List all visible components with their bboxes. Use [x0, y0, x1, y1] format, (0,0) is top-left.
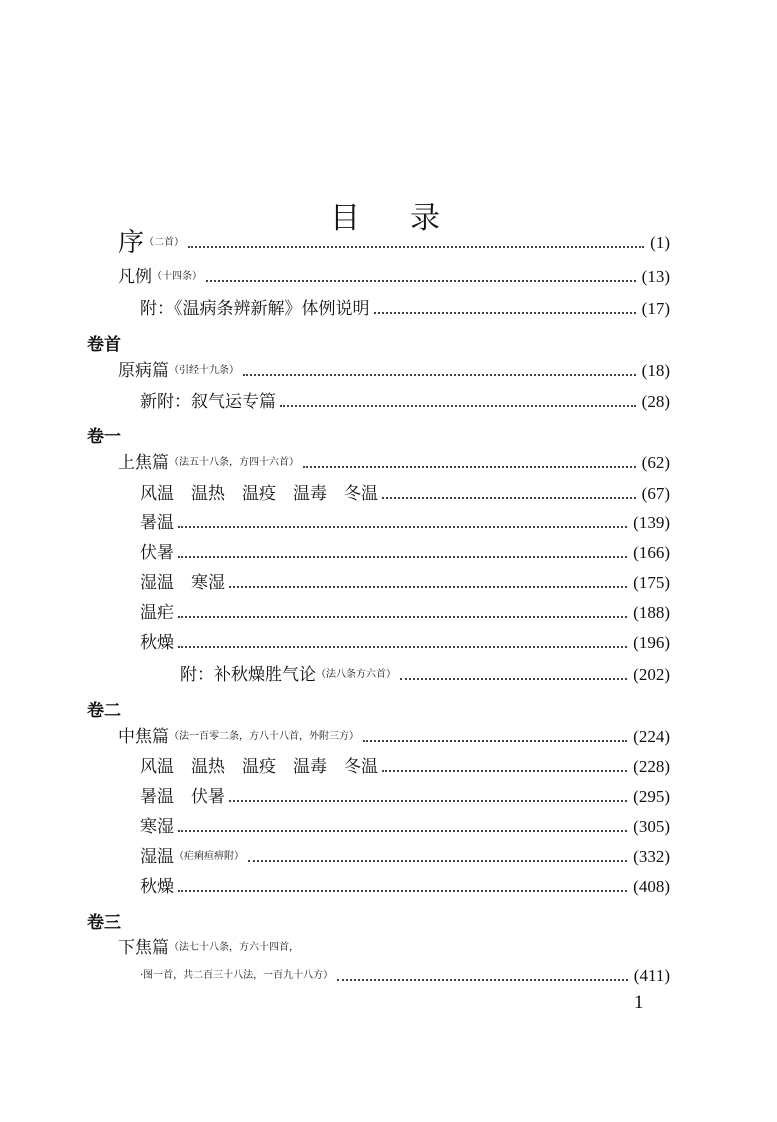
- toc-entry[interactable]: [118, 228, 670, 258]
- title-char: 目: [330, 201, 360, 236]
- entry-label: 序: [118, 228, 145, 258]
- dot-leader: [178, 830, 627, 832]
- entry-label: 新附：叙气运专篇: [140, 392, 276, 412]
- entry-page: (408): [633, 877, 670, 896]
- entry-page: (224): [633, 727, 670, 746]
- entry-page: (67): [641, 484, 670, 503]
- entry-label: 风温 温热 温疫 温毒 冬温: [140, 757, 378, 777]
- toc-entry[interactable]: [140, 812, 670, 838]
- dot-leader: [337, 979, 628, 981]
- dot-leader: [243, 374, 636, 376]
- entry-label: 风温 温热 温疫 温毒 冬温: [140, 484, 378, 504]
- entry-note: （法一百零二条，方八十八首，外附三方）: [169, 731, 359, 742]
- dot-leader: [382, 497, 636, 499]
- entry-page: (17): [641, 299, 670, 318]
- dot-leader: [363, 740, 627, 742]
- entry-page: (62): [641, 453, 670, 472]
- toc-entry[interactable]: [140, 568, 670, 594]
- entry-label: 中焦篇: [118, 727, 169, 747]
- entry-label: 湿温: [140, 847, 174, 867]
- dot-leader: [303, 466, 636, 468]
- volume-heading: 卷三: [87, 913, 121, 933]
- entry-page: (166): [633, 543, 670, 562]
- entry-label: 暑温 伏暑: [140, 787, 225, 807]
- toc-entry[interactable]: [140, 508, 670, 534]
- entry-note: （引经十九条）: [169, 365, 239, 376]
- volume-heading: 卷二: [87, 701, 121, 721]
- entry-page: (139): [633, 513, 670, 532]
- title-char: 录: [410, 201, 440, 236]
- toc-entry[interactable]: [140, 538, 670, 564]
- entry-page: (28): [641, 392, 670, 411]
- dot-leader: [206, 280, 636, 282]
- entry-note: （法五十八条，方四十六首）: [169, 457, 299, 468]
- entry-label: 上焦篇: [118, 453, 169, 473]
- entry-page: (411): [633, 966, 670, 985]
- toc-entry[interactable]: [140, 598, 670, 624]
- dot-leader: [248, 860, 627, 862]
- dot-leader: [400, 678, 627, 680]
- entry-label: 湿温 寒湿: [140, 573, 225, 593]
- dot-leader: [178, 526, 627, 528]
- entry-page: (13): [641, 267, 670, 286]
- entry-label: 秋燥: [140, 633, 174, 653]
- entry-note: （疟痢疸痹附）: [174, 851, 244, 862]
- toc-entry[interactable]: [140, 294, 670, 320]
- toc-entry[interactable]: [140, 961, 670, 987]
- entry-label: 附：《温病条辨新解》体例说明: [140, 299, 370, 319]
- dot-leader: [178, 890, 627, 892]
- dot-leader: [382, 770, 627, 772]
- entry-label: 附：补秋燥胜气论: [180, 665, 316, 685]
- entry-page: (188): [633, 603, 670, 622]
- toc-entry[interactable]: [140, 479, 670, 505]
- toc-entry[interactable]: [140, 628, 670, 654]
- entry-page: (175): [633, 573, 670, 592]
- entry-label: 下焦篇: [118, 938, 169, 958]
- dot-leader: [178, 646, 627, 648]
- toc-entry[interactable]: [180, 660, 670, 686]
- volume-heading: 卷一: [87, 427, 121, 447]
- dot-leader: [178, 556, 627, 558]
- dot-leader: [188, 246, 644, 248]
- volume-heading: 卷首: [87, 335, 121, 355]
- toc-entry[interactable]: [118, 448, 670, 474]
- dot-leader: [178, 616, 627, 618]
- toc-entry[interactable]: [140, 872, 670, 898]
- entry-label: 伏暑: [140, 543, 174, 563]
- entry-label: 暑温: [140, 513, 174, 533]
- entry-page: (1): [650, 233, 670, 252]
- entry-label: 温疟: [140, 603, 174, 623]
- toc-entry[interactable]: [140, 752, 670, 778]
- toc-entry[interactable]: [118, 356, 670, 382]
- entry-note: ·图一首，共二百三十八法，一百九十八方）: [140, 970, 334, 981]
- entry-page: (18): [641, 361, 670, 380]
- dot-leader: [229, 800, 627, 802]
- entry-label: 原病篇: [118, 361, 169, 381]
- entry-page: (295): [633, 787, 670, 806]
- entry-label: 秋燥: [140, 877, 174, 897]
- toc-entry[interactable]: [118, 722, 670, 748]
- dot-leader: [229, 586, 627, 588]
- entry-page: (196): [633, 633, 670, 652]
- entry-note: （法七十八条，方六十四首，: [169, 942, 299, 953]
- entry-note: （二首）: [144, 237, 185, 248]
- entry-label: 寒湿: [140, 817, 174, 837]
- entry-note: （十四条）: [152, 271, 202, 282]
- entry-note: （法八条方六首）: [316, 669, 396, 680]
- entry-page: (305): [633, 817, 670, 836]
- dot-leader: [280, 405, 636, 407]
- entry-page: (202): [633, 665, 670, 684]
- toc-entry[interactable]: [118, 933, 670, 959]
- page-number: 1: [634, 992, 644, 1013]
- toc-entry[interactable]: [140, 387, 670, 413]
- dot-leader: [374, 312, 636, 314]
- toc-entry[interactable]: [118, 262, 670, 288]
- toc-entry[interactable]: [140, 842, 670, 868]
- toc-entry[interactable]: [140, 782, 670, 808]
- entry-label: 凡例: [118, 267, 152, 287]
- entry-page: (228): [633, 757, 670, 776]
- entry-page: (332): [633, 847, 670, 866]
